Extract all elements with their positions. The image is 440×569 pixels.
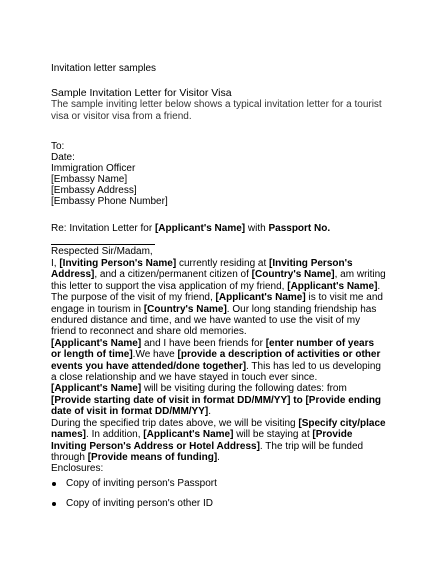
subject-applicant: [Applicant's Name] [154,223,246,234]
p3-applicant: [Applicant's Name] [51,337,142,349]
p2-applicant: [Applicant's Name] [215,292,306,304]
p2-text-e: . Our long standing friendship has endured distance and time, and we have wanted to use the visit of my friend to reconnect and share old memories. [51,303,377,338]
p5-text-c: . In addition, [86,429,144,441]
p1-inviter-address: [Inviting Person's Address] [51,258,353,281]
p1-applicant: [Applicant's Name] [287,280,378,292]
p1-country: [Country's Name] [251,269,335,281]
p1-text-i: . [377,280,381,292]
salutation: Respected Sir/Madam, [51,246,153,257]
letter-content [51,63,386,518]
address-embassy-address: [Embassy Address] [51,185,137,196]
p4-text-f: . [208,406,212,418]
p5-text-g: . The trip will be funded through [51,440,364,463]
p3-years: [enter number of years or length of time] [51,337,375,361]
p3-text-d: .We have [132,349,178,361]
p5-text-e: will be staying at [233,429,313,441]
p2-text-c: is to visit me and engage in tourism in [51,292,383,315]
list-item [51,478,386,490]
bullet-icon [52,482,56,486]
p5-stay-address: [Provide Inviting Person's Address or Hotel Address] [51,429,353,452]
subject-prefix: Re: Invitation Letter for [51,223,155,234]
subject-line [51,223,386,235]
address-to: To: [51,141,65,152]
p5-text-a: During the specified trip dates above, we will be visiting [51,417,299,429]
subject-mid: with [245,223,269,234]
enclosure-passport: Copy of inviting person's Passport [66,478,217,490]
subject-passport: Passport No. [268,223,331,234]
spacer [51,123,386,141]
document-title: Invitation letter samples [51,63,157,74]
p4-text-d: to [290,394,306,406]
p1-text-a: I, [51,258,60,269]
p1-text-c: currently residing at [176,258,270,269]
letter-heading: Sample Invitation Letter for Visitor Visa [51,87,232,99]
bullet-icon [52,502,56,506]
p2-country: [Country's Name] [143,303,227,315]
enclosure-other-id: Copy of inviting person's other ID [66,498,213,510]
paragraph-4 [51,383,386,417]
p1-text-g: , am writing this letter to support the visa application of my friend, [51,269,386,292]
p3-text-b: and I have been friends for [141,337,266,349]
p4-start-date: [Provide starting date of visit in format DD/MM/YY] [51,394,291,406]
enclosures-label: Enclosures: [51,463,104,475]
address-embassy-phone: [Embassy Phone Number] [51,196,168,207]
p4-text-b: will be visiting during the following dates: from [141,383,347,395]
p5-applicant: [Applicant's Name] [143,429,234,441]
address-block [51,141,386,207]
p4-end-date: [Provide ending date of visit in format DD/MM/YY] [51,394,382,418]
enclosures-list [51,478,386,510]
paragraph-5 [51,418,386,464]
p3-activities: [provide a description of activities or other events you have attended/done together] [51,349,381,372]
p2-text-a: The purpose of the visit of my friend, [51,292,216,304]
list-item [51,498,386,510]
p5-text-i: . [217,451,220,463]
p4-applicant: [Applicant's Name] [51,383,142,395]
paragraph-3 [51,338,386,384]
address-embassy-name: [Embassy Name] [51,174,128,185]
p5-places: [Specify city/place names] [51,417,386,441]
address-date: Date: [51,152,75,163]
p1-text-e: , and a citizen/permanent citizen of [94,269,252,281]
intro-text: The sample inviting letter below shows a typical invitation letter for a tourist visa or visitor visa from a friend. [51,99,382,122]
paragraph-1 [51,258,386,292]
p3-text-f: . This has led to us developing a close relationship and we have stayed in touch ever since. [51,360,381,384]
address-officer: Immigration Officer [51,163,136,174]
p5-funding: [Provide means of funding] [87,451,218,463]
blank-line [51,244,155,245]
paragraph-2 [51,292,386,338]
p1-inviter-name: [Inviting Person's Name] [59,258,177,269]
